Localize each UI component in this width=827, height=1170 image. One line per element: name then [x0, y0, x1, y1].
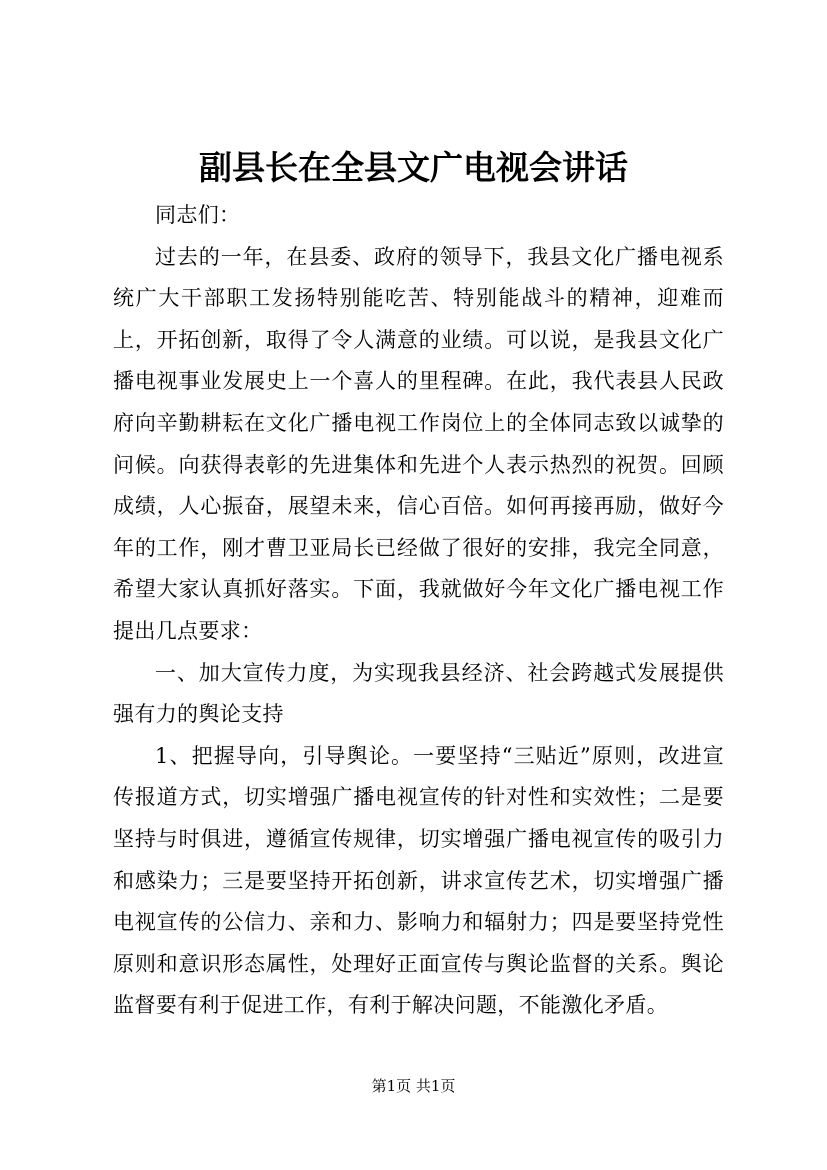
paragraph-review: 过去的一年，在县委、政府的领导下，我县文化广播电视系统广大干部职工发扬特别能吃苦、特别能战斗的精神，迎难而上，开拓创新，取得了令人满意的业绩。可以说，是我县文化广播电视事业发展史上一个喜人的里程碑。在此，我代表县人民政府向辛勤耕耘在文化广播电视工作岗位上的全体同志致以诚挚的问候。向获得表彰的先进集体和先进个人表示热烈的祝贺。回顾成绩，人心振奋，展望未来，信心百倍。如何再接再励，做好今年的工作，刚才曹卫亚局长已经做了很好的安排，我完全同意，希望大家认真抓好落实。下面，我就做好今年文化广播电视工作提出几点要求：: [113, 244, 724, 643]
document-title: 副县长在全县文广电视会讲话: [199, 148, 628, 187]
page-footer: 第1页 共1页: [371, 1077, 456, 1095]
salutation: 同志们：: [155, 203, 241, 227]
section-heading-1: 一、加大宣传力度，为实现我县经济、社会跨越式发展提供强有力的舆论支持: [113, 660, 724, 727]
document-body: [113, 195, 724, 1027]
paragraph-point-1: 1、把握导向，引导舆论。一要坚持“三贴近”原则，改进宣传报道方式，切实增强广播电视宣传的针对性和实效性；二是要坚持与时俱进，遵循宣传规律，切实增强广播电视宣传的吸引力和感染力；三是要坚持开拓创新，讲求宣传艺术，切实增强广播电视宣传的公信力、亲和力、影响力和辐射力；四是要坚持党性原则和意识形态属性，处理好正面宣传与舆论监督的关系。舆论监督要有利于促进工作，有利于解决问题，不能激化矛盾。: [113, 743, 724, 1018]
